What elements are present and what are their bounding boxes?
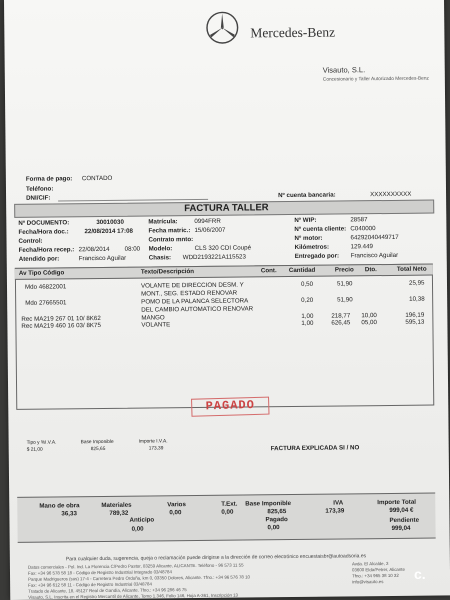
cuenta-cliente-label: Nº cuenta cliente: <box>294 225 347 233</box>
row-precio: 51,90 <box>337 296 353 304</box>
varios-value: 0,00 <box>169 509 182 517</box>
footer-right: 03600 Elda/Petrer, Alicante <box>351 566 405 573</box>
row-desc: VOLANTE DE DIRECCION DESM. Y <box>140 281 244 290</box>
base-imponible-total-label: Base Imponible <box>245 500 292 508</box>
fecha-recep-label: Fecha/Hora recep.: <box>18 246 75 254</box>
tipo-iva-label: Tipo y %I.V.A. <box>26 440 57 446</box>
factura-explicada: FACTURA EXPLICADA SI / NO <box>270 444 360 453</box>
iva-total-value: 173,39 <box>325 507 345 515</box>
header-cont: Cont. <box>260 267 277 275</box>
row-cantidad: 1,00 <box>301 312 314 320</box>
row-code: Mdo 27665501 <box>25 299 67 307</box>
dni-underline <box>58 199 208 202</box>
invoice-title: FACTURA TALLER <box>184 202 269 215</box>
brand-name: Mercedes-Benz <box>250 24 336 41</box>
fecha-recep-value: 22/08/2014 <box>78 245 110 254</box>
control-label: Control: <box>18 237 43 245</box>
base-imponible-total-value: 825,65 <box>267 508 287 516</box>
pendiente-value: 999,04 <box>391 524 411 532</box>
kilometros-value: 129.449 <box>350 243 374 251</box>
footer-line: Visauto, S.L. Inscrita en el Registro Mercantil de Alicante, Tomo 1.346, Folio 146, Hoja A-361, Inscripción 13 <box>28 592 239 600</box>
row-code: Mdo 46822001 <box>24 283 67 291</box>
row-total: 25,95 <box>408 279 425 287</box>
telefono-label: Teléfono: <box>25 185 54 193</box>
dni-label: DNI/CIF: <box>26 194 51 202</box>
modelo-value: CLS 320 CDI Coupé <box>194 244 252 253</box>
header-total-neto: Total Neto <box>396 265 427 273</box>
materiales-value: 789,32 <box>109 509 129 517</box>
mano-obra-label: Mano de obra <box>39 502 80 510</box>
footer-line: Fax: +34 96 578 58 18 - Código de Registro Industrial Integrado 03/48784 <box>27 569 172 576</box>
pendiente-label: Pendiente <box>389 516 420 524</box>
row-cantidad: 0,20 <box>301 296 314 304</box>
header-cantidad: Cantidad <box>288 266 316 275</box>
base-imponible-label: Base Imponible <box>80 439 114 446</box>
base-imponible-value: 825,65 <box>90 446 106 453</box>
varios-label: Varios <box>167 501 186 509</box>
atendido-value: Francisco Aguilar <box>78 254 127 263</box>
row-desc: POMO DE LA PALANCA SELECTORA <box>141 297 249 306</box>
motor-value: 64292040449717 <box>350 233 399 242</box>
cuenta-cliente-value: C040000 <box>350 225 376 233</box>
row-desc: MANGO <box>141 314 165 322</box>
row-dto: 05,00 <box>361 319 377 327</box>
row-desc: MONT., SEG. ESTADO RENOVAR <box>141 289 238 298</box>
header-precio: Precio <box>334 266 354 274</box>
row-code: Rec MA219 460 16 03/ 8K75 <box>21 322 101 330</box>
iva-total-label: IVA <box>333 499 344 507</box>
mano-obra-value: 36,33 <box>61 510 77 518</box>
wip-label: Nº WIP: <box>294 216 317 224</box>
invoice-page <box>4 0 450 600</box>
t-ext-value: 0,00 <box>221 508 234 516</box>
dealer-name: Visauto, S.L. <box>322 65 366 75</box>
mercedes-star-logo <box>204 10 240 51</box>
row-precio: 626,45 <box>331 319 351 327</box>
pagado-label: Pagado <box>265 516 288 524</box>
footer-line: Tratado de Alicante, 18, 45127 Real de Gandía, Alicante. Tfno.: +34 96 286 46 75 <box>28 587 187 594</box>
row-cantidad: 0,50 <box>300 280 314 288</box>
footer-line: Datos comerciales - Pol. Ind. La Florencia C/Pedro Pastor, 03259 Alicante, ALICANTE. Teléfono - 96 573 11 55 <box>27 562 244 570</box>
paid-stamp: PAGADO <box>191 397 269 417</box>
documento-value: 30010030 <box>96 218 124 227</box>
row-code: Rec MA219 267 01 10/ 8K62 <box>21 315 101 323</box>
matricula-label: Matrícula: <box>148 218 178 226</box>
fecha-doc-label: Fecha/Hora doc.: <box>18 228 69 236</box>
entregado-label: Entregado por: <box>294 252 340 260</box>
entregado-value: Francisco Aguilar <box>350 251 399 260</box>
importe-iva-label: Importe I.V.A. <box>138 439 168 445</box>
header-dto: Dto. <box>364 266 377 274</box>
documento-label: Nº DOCUMENTO: <box>18 219 70 227</box>
corner-watermark: c. <box>414 566 426 582</box>
importe-total-value: 999,04 € <box>389 506 414 514</box>
importe-total-label: Importe Total <box>377 498 417 507</box>
forma-pago-value: CONTADO <box>81 174 113 183</box>
footer-right: info@visauto.es <box>352 579 384 585</box>
footer-line: Fax: +34 96 612 58 11 - Código de Registro Industrial 03/48784 <box>28 581 152 588</box>
header-codigo: Av Tipo Código <box>18 269 65 277</box>
matricula-value: 0994FRR <box>194 217 221 226</box>
chasis-label: Chasis: <box>148 254 172 262</box>
row-total: 595,13 <box>405 318 425 326</box>
fecha-doc-value: 22/08/2014 17:08 <box>84 227 133 236</box>
cuenta-bancaria-value: XXXXXXXXXX <box>370 190 412 199</box>
cuenta-bancaria-label: Nº cuenta bancaria: <box>278 191 336 200</box>
fecha-matric-label: Fecha matric.: <box>148 227 191 235</box>
row-cantidad: 1,00 <box>301 319 314 327</box>
atendido-label: Atendido por: <box>18 255 60 263</box>
anticipo-label: Anticipo <box>129 516 155 524</box>
t-ext-label: T.Ext. <box>221 500 238 508</box>
footer-right: Tfno.: +34 965 38 10 32 <box>352 572 399 579</box>
footer-line: Parque Madrigueros (sus) 17-4 - Carretera Pedro Orduña, km 0, 03350 Dolores, Alicante. Tfno.: +34 96 576 78 10 <box>28 574 250 582</box>
anticipo-value: 0,00 <box>131 525 144 533</box>
row-total: 196,19 <box>405 311 425 319</box>
pagado-value: 0,00 <box>267 524 280 532</box>
row-total: 10,38 <box>409 295 425 303</box>
contrato-label: Contrato mnto: <box>148 236 194 244</box>
row-desc: VOLANTE <box>141 321 171 329</box>
footer-right: Avda. El Alcalde, 3 <box>351 561 389 567</box>
header-descripcion: Texto/Descripción <box>140 268 195 276</box>
forma-pago-label: Forma de pago: <box>25 175 73 183</box>
dealer-subtitle: Concesionario y Taller Autorizado Mercedes-Benz <box>322 76 429 83</box>
wip-value: 28587 <box>350 216 368 224</box>
modelo-label: Modelo: <box>148 245 173 253</box>
materiales-label: Materiales <box>101 501 132 510</box>
row-dto: 10,00 <box>361 312 377 320</box>
row-precio: 51,90 <box>336 280 353 288</box>
row-precio: 218,77 <box>331 312 351 320</box>
fecha-matric-value: 15/06/2007 <box>194 226 226 235</box>
importe-iva-value: 173,39 <box>148 446 164 452</box>
hora-recep-value: 08:00 <box>124 245 141 253</box>
kilometros-label: Kilómetros: <box>294 243 330 251</box>
chasis-value: WDD2193221A115523 <box>182 253 246 262</box>
motor-label: Nº motor: <box>294 234 323 242</box>
footer-contact: Para cualquier duda, sugerencia, queja o reclamación puede dirigirse a la dirección de correo electrónico encuestaisbr@autoadsoria.es <box>65 553 367 563</box>
row-desc: DEL CAMBIO AUTOMATICO RENOVAR <box>141 305 254 314</box>
tipo-iva-value: $ 21,00 <box>26 447 43 453</box>
